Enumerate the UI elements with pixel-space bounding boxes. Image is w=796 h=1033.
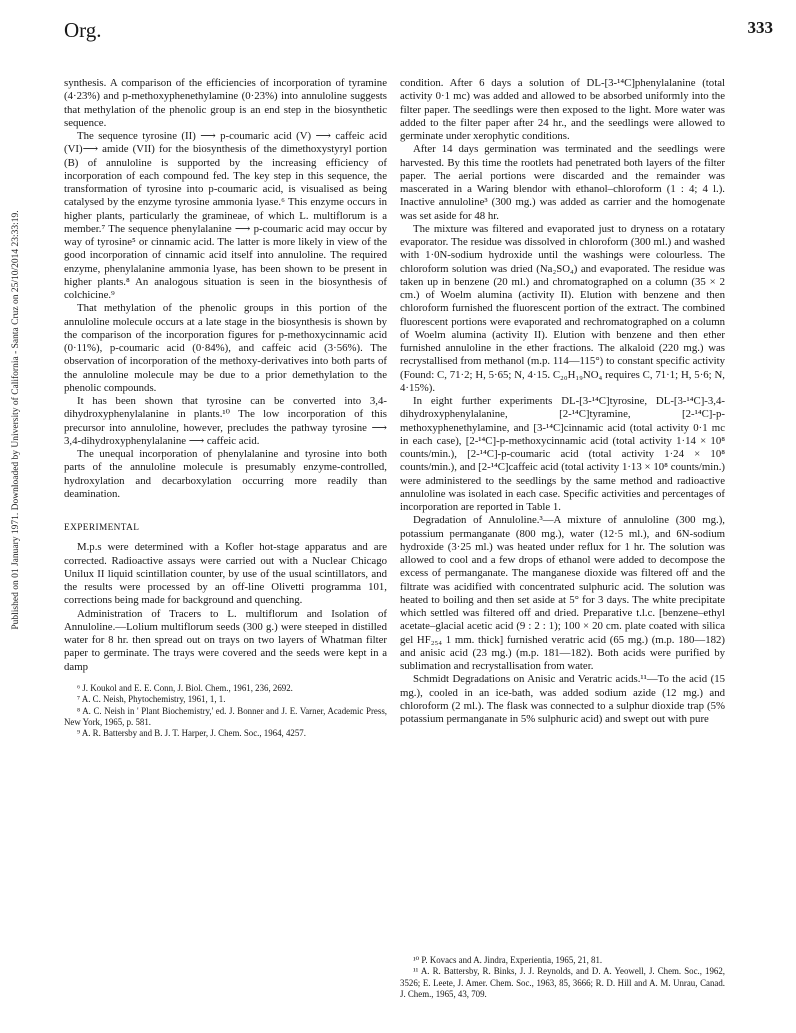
body-paragraph: The sequence tyrosine (II) ⟶ p-coumaric acid (V) ⟶ caffeic acid (VI)⟶ amide (VII) for the biosynthesis of the dimethoxystyryl portion (B) of annuloline is supported by the increasing efficiency of incorporation of each compound fed. The key step in this sequence, the transformation of tyrosine into p-coumaric acid, is visualised as being catalysed by the enzyme tyrosine ammonia lyase.⁶ This enzyme occurs in higher plants, particularly the gramineae, of which L. multiflorum is a member.⁷ The sequence phenylalanine ⟶ p-coumaric acid may occur by way of tyrosine⁵ or cinnamic acid. The latter is more likely in view of the good incorporation of cinnamic acid itself into annuloline. The required enzyme, phenylalanine ammonia lyase, has been shown to be present in higher plants.⁸ An analogous situation is seen in the biosynthesis of colchicine.⁹ <box>64 130 387 301</box>
journal-section-title: Org. <box>64 18 102 42</box>
footnotes-right <box>400 955 725 1001</box>
footnote: ¹¹ A. R. Battersby, R. Binks, J. J. Reynolds, and D. A. Yeowell, J. Chem. Soc., 1962, 3526; E. Leete, J. Amer. Chem. Soc., 1963, 85, 3666; R. D. Hill and A. M. Unrau, Canad. J. Chem., 1965, 43, 709. <box>400 966 725 1000</box>
body-paragraph: In eight further experiments DL-[3-¹⁴C]tyrosine, DL-[3-¹⁴C]-3,4-dihydroxyphenylalanine, [2-¹⁴C]tyramine, [2-¹⁴C]-p-methoxyphenethylamine, and [3-¹⁴C]cinnamic acid (total activity 0·1 mc in each case), [2-¹⁴C]-p-methoxycinnamic acid (total activity 1·14 × 10⁸ counts/min.), [2-¹⁴C]-p-coumaric acid (total activity 1·24 × 10⁸ counts/min.), and [2-¹⁴C]caffeic acid (total activity 1·13 × 10⁸ counts/min.) were administered to the seedlings by the same method and radioactive annuloline was isolated in each case. Specific activities and percentages of incorporation are reported in Table 1. <box>400 395 725 513</box>
footnote: ⁸ A. C. Neish in ' Plant Biochemistry,' ed. J. Bonner and J. E. Varner, Academic Press, New York, 1965, p. 581. <box>64 705 387 727</box>
body-paragraph: After 14 days germination was terminated and the seedlings were harvested. By this time the rootlets had penetrated both layers of the filter paper. The aerial portions were discarded and the remainder was mascerated in a Waring blendor with ethanol–chloroform (1 : 4; 4 l.). Inactive annuloline³ (300 mg.) was added as carrier and the homogenate was set aside for 48 hr. <box>400 143 725 222</box>
experimental-paragraph: M.p.s were determined with a Kofler hot-stage apparatus and are corrected. Radioactive assays were carried out with a Nuclear Chicago Unilux II liquid scintillation counter, by use of the usual scintillators, and the results were processed by an off-line Olivetti programma 101, corrections being made for background and quenching. <box>64 541 387 607</box>
experimental-paragraph: Administration of Tracers to L. multiflorum and Isolation of Annuloline.—Lolium multiflorum seeds (300 g.) were steeped in distilled water for 8 hr. then spread out on trays on two layers of Whatman filter paper to germinate. The trays were covered and the seeds were kept in a damp <box>64 607 387 673</box>
download-watermark: Published on 01 January 1971. Downloaded by University of California - Santa Cruz on 25/10/2014 23:33:19. <box>11 210 21 630</box>
body-paragraph: The unequal incorporation of phenylalanine and tyrosine into both parts of the annuloline molecule is presumably enzyme-controlled, hydroxylation and decarboxylation occurring more readily than deamination. <box>64 448 387 500</box>
footnote: ⁹ A. R. Battersby and B. J. T. Harper, J. Chem. Soc., 1964, 4257. <box>77 728 306 739</box>
footnote: ⁶ J. Koukol and E. E. Conn, J. Biol. Chem., 1961, 236, 2692. <box>77 682 293 693</box>
footnote: ¹⁰ P. Kovacs and A. Jindra, Experientia, 1965, 21, 81. <box>413 955 603 965</box>
body-paragraph: That methylation of the phenolic groups in this portion of the annuloline molecule occurs at a late stage in the biosynthesis is shown by the comparison of the incorporation figures for p-methoxycinnamic acid (0·11%), p-coumaric acid (0·84%), and caffeic acid (3·56%). The observation of incorporation of the methoxy-derivatives into both parts of the annuloline molecule may be due to a prior demethylation to the phenolic compounds. <box>64 302 387 394</box>
body-paragraph: Degradation of Annuloline.³—A mixture of annuloline (300 mg.), potassium permanganate (800 mg.), water (12·5 ml.), and 6N-sodium hydroxide (3·25 ml.) was heated under reflux for 1 hr. The solution was allowed to cool and a few drops of ethanol were added to decompose the excess of permanganate. The manganese dioxide was filtered off and the filtrate was acidified with concentrated sulphuric acid. The solution was heated to boiling and then set aside at 5° for 3 days. The white precipitate which settled was filtered off and dried. Preparative t.l.c. [benzene–ethyl acetate–glacial acetic acid (9 : 2 : 1); 100 × 20 cm. plate coated with silica gel HF₂₅₄ 1 mm. thick] furnished veratric acid (65 mg.) (m.p. 180—182) and anisic acid (23 mg.) (m.p. 181—182). Both acids were purified by sublimation and recrystallisation from water. <box>400 514 725 672</box>
footnotes-left <box>64 683 387 740</box>
body-paragraph: It has been shown that tyrosine can be converted into 3,4-dihydroxyphenylalanine in plants.¹⁰ The low incorporation of this precursor into annuloline, however, precludes the pathway tyrosine ⟶ 3,4-dihydroxyphenylalanine ⟶ caffeic acid. <box>64 395 387 447</box>
left-column <box>64 77 387 740</box>
body-paragraph: The mixture was filtered and evaporated just to dryness on a rotatary evaporator. The residue was dissolved in chloroform (300 ml.) and washed with 1·0N-sodium hydroxide until the washings were colourless. The chloroform solution was dried (Na₂SO₄) and evaporated. The residue was taken up in benzene (20 ml.) and chromatographed on a column (35 × 2 cm.) of Woelm alumina (activity II). Elution with benzene and then chloroform furnished the fluorescent portion of the extract. The combined fluorescent portions were evaporated and rechromatographed on a column of Woelm alumina (activity II). Elution with benzene and then ether furnished annuloline in the ether fractions. The alkaloid (220 mg.) was recrystallised from methanol (m.p. 114—115°) to constant specific activity (Found: C, 71·2; H, 5·65; N, 4·15. C₂₀H₁₉NO₄ requires C, 71·1; H, 5·6; N, 4·15%). <box>400 222 725 394</box>
body-paragraph: condition. After 6 days a solution of DL-[3-¹⁴C]phenylalanine (total activity 0·1 mc) was added and allowed to be absorbed uniformly into the filter paper. The seedlings were then exposed to the light. More water was added to the filter paper after 24 hr., and the seedlings were allowed to germinate under xerophytic conditions. <box>400 77 725 142</box>
page-number: 333 <box>747 18 773 37</box>
body-paragraph: Schmidt Degradations on Anisic and Veratric acids.¹¹—To the acid (15 mg.), cooled in an ice-bath, was added sodium azide (12 mg.) and chloroform (2 ml.). The flask was connected to a sulphur dioxide trap (5% potassium permanganate in 5% sulphuric acid) and swept out with pure <box>400 673 725 725</box>
right-column <box>400 77 725 726</box>
footnote: ⁷ A. C. Neish, Phytochemistry, 1961, 1, 1. <box>77 694 226 705</box>
section-heading-experimental: EXPERIMENTAL <box>64 523 140 533</box>
body-paragraph: synthesis. A comparison of the efficiencies of incorporation of tyramine (4·23%) and p-methoxyphenethylamine (0·23%) into annuloline suggests that methylation of the phenolic group is an end step in the biosynthetic sequence. <box>64 77 387 129</box>
